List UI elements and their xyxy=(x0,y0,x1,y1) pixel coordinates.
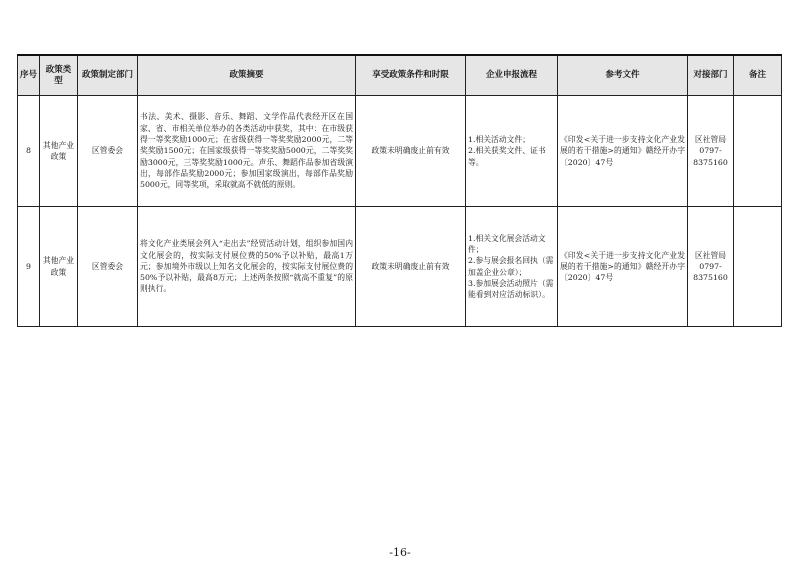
header-remark: 备注 xyxy=(734,55,782,96)
policy-table xyxy=(17,54,782,327)
remark xyxy=(734,207,782,327)
policy-summary: 将文化产业类展会列入“走出去”经贸活动计划，组织参加国内文化展会的，按实际支付展位费的50%予以补贴，最高1万元；参加境外市级以上知名文化展会的，按实际支付展位费的50%予以补贴，最高8万元；上述两条按照“就高不重复”的原则执行。 xyxy=(138,207,356,327)
header-summary: 政策摘要 xyxy=(138,55,356,96)
policy-summary: 书法、美术、摄影、音乐、舞蹈、文学作品代表经开区在国家、省、市相关单位举办的各类活动中获奖，其中：在市级获得一等奖奖励1000元；在省级获得一等奖奖励2000元，二等奖奖励1500元；在国家级获得一等奖奖励5000元，二等奖奖励3000元，三等奖奖励1000元。声乐、舞蹈作品参加省级演出，每部作品奖励2000元；参加国家级演出，每部作品奖励5000元，同等奖项，采取就高不就低的原则。 xyxy=(138,96,356,207)
reference-document: 《印发<关于进一步支持文化产业发展的若干措施>的通知》赣经开办字〔2020〕47号 xyxy=(558,207,688,327)
table-row xyxy=(18,207,782,327)
contact-dept: 区社管局 0797- 8375160 xyxy=(688,96,734,207)
header-dept: 政策制定部门 xyxy=(78,55,138,96)
header-condition: 享受政策条件和时限 xyxy=(356,55,466,96)
policy-dept: 区管委会 xyxy=(78,207,138,327)
header-process: 企业申报流程 xyxy=(466,55,558,96)
application-process: 1.相关文化展会活动文件； 2.参与展会报名回执（需加盖企业公章）； 3.参加展会活动照片（需能看到对应活动标识）。 xyxy=(466,207,558,327)
policy-dept: 区管委会 xyxy=(78,96,138,207)
contact-dept: 区社管局 0797- 8375160 xyxy=(688,207,734,327)
policy-condition: 政策未明确废止前有效 xyxy=(356,207,466,327)
row-number: 9 xyxy=(18,207,40,327)
table-row xyxy=(18,96,782,207)
header-contact: 对接部门 xyxy=(688,55,734,96)
remark xyxy=(734,96,782,207)
policy-condition: 政策未明确废止前有效 xyxy=(356,96,466,207)
header-no: 序号 xyxy=(18,55,40,96)
row-number: 8 xyxy=(18,96,40,207)
policy-type: 其他产业政策 xyxy=(40,207,78,327)
header-row xyxy=(18,55,782,96)
application-process: 1.相关活动文件； 2.相关获奖文件、证书等。 xyxy=(466,96,558,207)
page-number: -16- xyxy=(389,546,411,559)
reference-document: 《印发<关于进一步支持文化产业发展的若干措施>的通知》赣经开办字〔2020〕47号 xyxy=(558,96,688,207)
policy-type: 其他产业政策 xyxy=(40,96,78,207)
header-type: 政策类型 xyxy=(40,55,78,96)
header-reference: 参考文件 xyxy=(558,55,688,96)
